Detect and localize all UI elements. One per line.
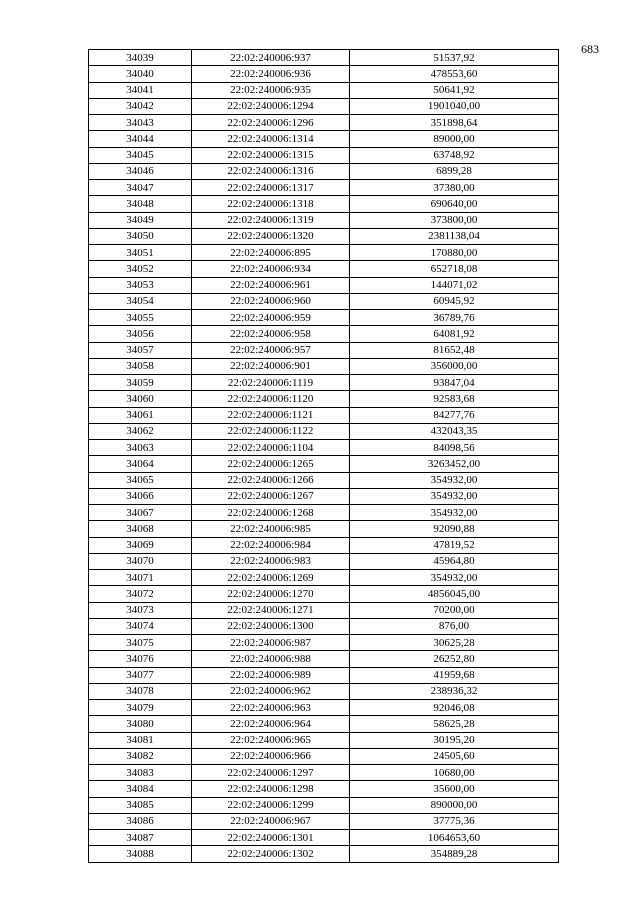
table-row <box>89 82 559 98</box>
value-cell: 1064653,60 <box>350 830 559 846</box>
cadastral-number-cell: 22:02:240006:967 <box>192 813 350 829</box>
value-cell: 92046,08 <box>350 700 559 716</box>
table-row <box>89 537 559 553</box>
value-cell: 84098,56 <box>350 440 559 456</box>
table-row <box>89 375 559 391</box>
row-number-cell: 34075 <box>89 635 192 651</box>
row-number-cell: 34081 <box>89 732 192 748</box>
cadastral-number-cell: 22:02:240006:1266 <box>192 472 350 488</box>
table-row <box>89 212 559 228</box>
table-row <box>89 570 559 586</box>
row-number-cell: 34048 <box>89 196 192 212</box>
row-number-cell: 34043 <box>89 115 192 131</box>
cadastral-number-cell: 22:02:240006:1319 <box>192 212 350 228</box>
table-row <box>89 358 559 374</box>
value-cell: 690640,00 <box>350 196 559 212</box>
cadastral-number-cell: 22:02:240006:1318 <box>192 196 350 212</box>
table-row <box>89 472 559 488</box>
value-cell: 58625,28 <box>350 716 559 732</box>
table-row <box>89 700 559 716</box>
value-cell: 354932,00 <box>350 505 559 521</box>
table-row <box>89 440 559 456</box>
value-cell: 351898,64 <box>350 115 559 131</box>
value-cell: 84277,76 <box>350 407 559 423</box>
row-number-cell: 34088 <box>89 846 192 862</box>
table-row <box>89 326 559 342</box>
value-cell: 3263452,00 <box>350 456 559 472</box>
cadastral-number-cell: 22:02:240006:1296 <box>192 115 350 131</box>
row-number-cell: 34059 <box>89 375 192 391</box>
value-cell: 354932,00 <box>350 570 559 586</box>
cadastral-number-cell: 22:02:240006:1265 <box>192 456 350 472</box>
value-cell: 93847,04 <box>350 375 559 391</box>
row-number-cell: 34044 <box>89 131 192 147</box>
cadastral-number-cell: 22:02:240006:961 <box>192 277 350 293</box>
value-cell: 354932,00 <box>350 472 559 488</box>
value-cell: 81652,48 <box>350 342 559 358</box>
value-cell: 50641,92 <box>350 82 559 98</box>
table-row <box>89 813 559 829</box>
row-number-cell: 34042 <box>89 98 192 114</box>
table-row <box>89 261 559 277</box>
value-cell: 36789,76 <box>350 310 559 326</box>
table-row <box>89 277 559 293</box>
value-cell: 70200,00 <box>350 602 559 618</box>
cadastral-number-cell: 22:02:240006:1267 <box>192 488 350 504</box>
cadastral-number-cell: 22:02:240006:1300 <box>192 618 350 634</box>
value-cell: 30625,28 <box>350 635 559 651</box>
cadastral-number-cell: 22:02:240006:965 <box>192 732 350 748</box>
cadastral-number-cell: 22:02:240006:989 <box>192 667 350 683</box>
row-number-cell: 34054 <box>89 293 192 309</box>
cadastral-number-cell: 22:02:240006:1320 <box>192 228 350 244</box>
cadastral-number-cell: 22:02:240006:958 <box>192 326 350 342</box>
row-number-cell: 34080 <box>89 716 192 732</box>
cadastral-number-cell: 22:02:240006:987 <box>192 635 350 651</box>
row-number-cell: 34050 <box>89 228 192 244</box>
table-row <box>89 602 559 618</box>
table-row <box>89 163 559 179</box>
row-number-cell: 34069 <box>89 537 192 553</box>
row-number-cell: 34049 <box>89 212 192 228</box>
row-number-cell: 34053 <box>89 277 192 293</box>
value-cell: 1901040,00 <box>350 98 559 114</box>
row-number-cell: 34061 <box>89 407 192 423</box>
row-number-cell: 34040 <box>89 66 192 82</box>
value-cell: 6899,28 <box>350 163 559 179</box>
value-cell: 432043,35 <box>350 423 559 439</box>
data-table <box>88 49 559 863</box>
value-cell: 64081,92 <box>350 326 559 342</box>
value-cell: 890000,00 <box>350 797 559 813</box>
cadastral-number-cell: 22:02:240006:1271 <box>192 602 350 618</box>
table-row <box>89 180 559 196</box>
table-row <box>89 147 559 163</box>
table-row <box>89 98 559 114</box>
row-number-cell: 34062 <box>89 423 192 439</box>
value-cell: 60945,92 <box>350 293 559 309</box>
row-number-cell: 34085 <box>89 797 192 813</box>
row-number-cell: 34077 <box>89 667 192 683</box>
table-row <box>89 245 559 261</box>
table-row <box>89 488 559 504</box>
cadastral-number-cell: 22:02:240006:1314 <box>192 131 350 147</box>
cadastral-number-cell: 22:02:240006:984 <box>192 537 350 553</box>
row-number-cell: 34066 <box>89 488 192 504</box>
table-row <box>89 505 559 521</box>
cadastral-number-cell: 22:02:240006:1315 <box>192 147 350 163</box>
table-row <box>89 196 559 212</box>
table-row <box>89 115 559 131</box>
value-cell: 356000,00 <box>350 358 559 374</box>
table-row <box>89 310 559 326</box>
cadastral-number-cell: 22:02:240006:1298 <box>192 781 350 797</box>
value-cell: 238936,32 <box>350 683 559 699</box>
cadastral-number-cell: 22:02:240006:937 <box>192 50 350 66</box>
cadastral-number-cell: 22:02:240006:988 <box>192 651 350 667</box>
table-body <box>89 50 559 863</box>
table-row <box>89 391 559 407</box>
value-cell: 4856045,00 <box>350 586 559 602</box>
table-row <box>89 667 559 683</box>
value-cell: 51537,92 <box>350 50 559 66</box>
table-row <box>89 683 559 699</box>
cadastral-number-cell: 22:02:240006:1297 <box>192 765 350 781</box>
table-row <box>89 50 559 66</box>
row-number-cell: 34068 <box>89 521 192 537</box>
table-row <box>89 651 559 667</box>
cadastral-number-cell: 22:02:240006:966 <box>192 748 350 764</box>
table-row <box>89 66 559 82</box>
row-number-cell: 34083 <box>89 765 192 781</box>
row-number-cell: 34073 <box>89 602 192 618</box>
cadastral-number-cell: 22:02:240006:901 <box>192 358 350 374</box>
value-cell: 37380,00 <box>350 180 559 196</box>
table-row <box>89 586 559 602</box>
value-cell: 10680,00 <box>350 765 559 781</box>
cadastral-number-cell: 22:02:240006:1122 <box>192 423 350 439</box>
cadastral-number-cell: 22:02:240006:962 <box>192 683 350 699</box>
value-cell: 41959,68 <box>350 667 559 683</box>
row-number-cell: 34070 <box>89 553 192 569</box>
table-row <box>89 423 559 439</box>
value-cell: 45964,80 <box>350 553 559 569</box>
cadastral-number-cell: 22:02:240006:1119 <box>192 375 350 391</box>
table-row <box>89 830 559 846</box>
table-row <box>89 846 559 862</box>
table-row <box>89 797 559 813</box>
cadastral-number-cell: 22:02:240006:1317 <box>192 180 350 196</box>
row-number-cell: 34078 <box>89 683 192 699</box>
row-number-cell: 34064 <box>89 456 192 472</box>
value-cell: 92583,68 <box>350 391 559 407</box>
row-number-cell: 34058 <box>89 358 192 374</box>
row-number-cell: 34082 <box>89 748 192 764</box>
row-number-cell: 34046 <box>89 163 192 179</box>
cadastral-number-cell: 22:02:240006:1270 <box>192 586 350 602</box>
row-number-cell: 34084 <box>89 781 192 797</box>
value-cell: 478553,60 <box>350 66 559 82</box>
cadastral-number-cell: 22:02:240006:963 <box>192 700 350 716</box>
row-number-cell: 34057 <box>89 342 192 358</box>
cadastral-number-cell: 22:02:240006:1268 <box>192 505 350 521</box>
cadastral-number-cell: 22:02:240006:964 <box>192 716 350 732</box>
row-number-cell: 34055 <box>89 310 192 326</box>
cadastral-number-cell: 22:02:240006:934 <box>192 261 350 277</box>
value-cell: 37775,36 <box>350 813 559 829</box>
row-number-cell: 34045 <box>89 147 192 163</box>
table-row <box>89 748 559 764</box>
cadastral-number-cell: 22:02:240006:1120 <box>192 391 350 407</box>
row-number-cell: 34086 <box>89 813 192 829</box>
value-cell: 876,00 <box>350 618 559 634</box>
row-number-cell: 34067 <box>89 505 192 521</box>
cadastral-number-cell: 22:02:240006:936 <box>192 66 350 82</box>
cadastral-number-cell: 22:02:240006:1301 <box>192 830 350 846</box>
cadastral-number-cell: 22:02:240006:1302 <box>192 846 350 862</box>
value-cell: 24505,60 <box>350 748 559 764</box>
value-cell: 652718,08 <box>350 261 559 277</box>
row-number-cell: 34060 <box>89 391 192 407</box>
row-number-cell: 34076 <box>89 651 192 667</box>
value-cell: 144071,02 <box>350 277 559 293</box>
value-cell: 373800,00 <box>350 212 559 228</box>
row-number-cell: 34039 <box>89 50 192 66</box>
row-number-cell: 34074 <box>89 618 192 634</box>
table-row <box>89 342 559 358</box>
row-number-cell: 34072 <box>89 586 192 602</box>
value-cell: 26252,80 <box>350 651 559 667</box>
cadastral-number-cell: 22:02:240006:935 <box>192 82 350 98</box>
row-number-cell: 34065 <box>89 472 192 488</box>
cadastral-number-cell: 22:02:240006:960 <box>192 293 350 309</box>
value-cell: 2381138,04 <box>350 228 559 244</box>
value-cell: 35600,00 <box>350 781 559 797</box>
value-cell: 354889,28 <box>350 846 559 862</box>
row-number-cell: 34071 <box>89 570 192 586</box>
cadastral-number-cell: 22:02:240006:1269 <box>192 570 350 586</box>
table-row <box>89 635 559 651</box>
table-row <box>89 131 559 147</box>
row-number-cell: 34056 <box>89 326 192 342</box>
page-number: 683 <box>581 42 599 56</box>
table-row <box>89 456 559 472</box>
value-cell: 92090,88 <box>350 521 559 537</box>
cadastral-number-cell: 22:02:240006:985 <box>192 521 350 537</box>
cadastral-number-cell: 22:02:240006:983 <box>192 553 350 569</box>
table-row <box>89 407 559 423</box>
value-cell: 47819,52 <box>350 537 559 553</box>
value-cell: 63748,92 <box>350 147 559 163</box>
value-cell: 354932,00 <box>350 488 559 504</box>
row-number-cell: 34047 <box>89 180 192 196</box>
table-row <box>89 521 559 537</box>
cadastral-number-cell: 22:02:240006:1316 <box>192 163 350 179</box>
cadastral-number-cell: 22:02:240006:1121 <box>192 407 350 423</box>
table-row <box>89 293 559 309</box>
row-number-cell: 34052 <box>89 261 192 277</box>
table-row <box>89 732 559 748</box>
value-cell: 170880,00 <box>350 245 559 261</box>
row-number-cell: 34079 <box>89 700 192 716</box>
table-row <box>89 765 559 781</box>
value-cell: 89000,00 <box>350 131 559 147</box>
cadastral-number-cell: 22:02:240006:957 <box>192 342 350 358</box>
row-number-cell: 34041 <box>89 82 192 98</box>
table-row <box>89 618 559 634</box>
row-number-cell: 34063 <box>89 440 192 456</box>
cadastral-number-cell: 22:02:240006:959 <box>192 310 350 326</box>
table-row <box>89 553 559 569</box>
cadastral-number-cell: 22:02:240006:895 <box>192 245 350 261</box>
cadastral-number-cell: 22:02:240006:1294 <box>192 98 350 114</box>
table-row <box>89 781 559 797</box>
table-row <box>89 228 559 244</box>
table-row <box>89 716 559 732</box>
value-cell: 30195,20 <box>350 732 559 748</box>
cadastral-number-cell: 22:02:240006:1299 <box>192 797 350 813</box>
row-number-cell: 34051 <box>89 245 192 261</box>
cadastral-number-cell: 22:02:240006:1104 <box>192 440 350 456</box>
row-number-cell: 34087 <box>89 830 192 846</box>
